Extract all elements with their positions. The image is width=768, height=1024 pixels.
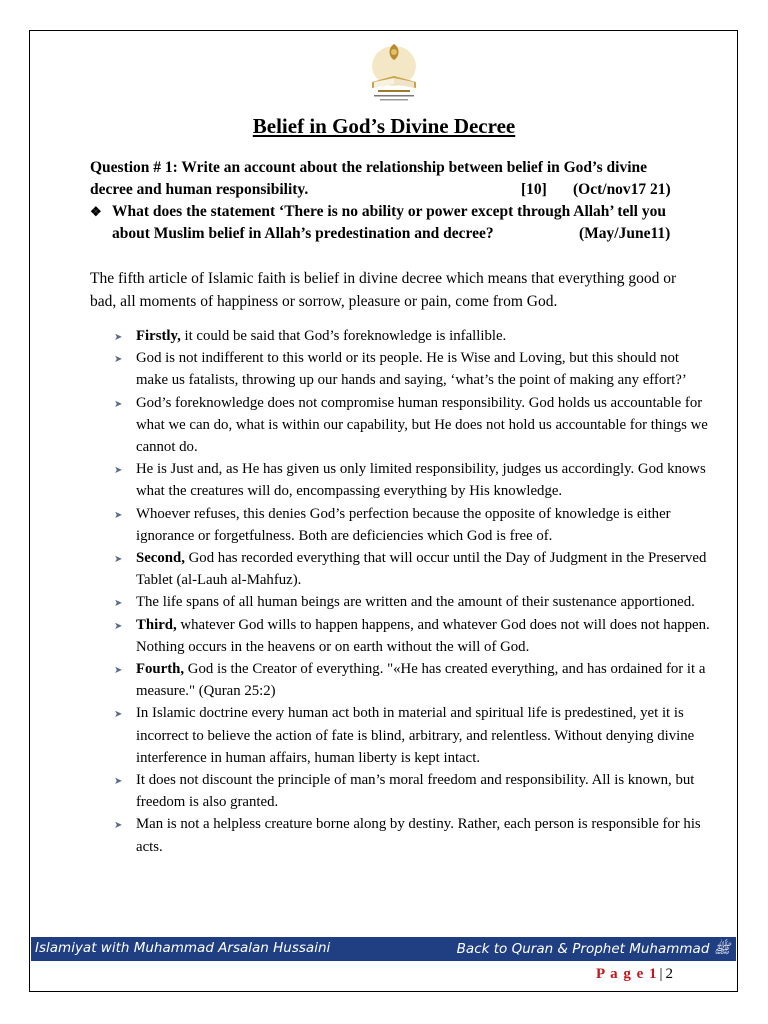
list-bullet-icon: ➤ [114, 554, 123, 566]
list-item-lead: Firstly, [136, 328, 181, 344]
list-item-text: In Islamic doctrine every human act both in material and spiritual life is predestined, yet it is incorrect to believe the action of fate is blind, arbitrary, and relentless. Without denying divine interference in human affairs, human liberty is kept intact. [136, 705, 695, 766]
list-item [114, 547, 714, 591]
page-number [596, 966, 673, 983]
list-item-text: Whoever refuses, this denies God’s perfection because the opposite of knowledge is either ignorance or forgetfulness. Both are deficiencies which God is free of. [136, 505, 671, 544]
question-marks: [10] [521, 181, 547, 198]
list-item-text: The life spans of all human beings are written and the amount of their sustenance apportioned. [136, 594, 695, 611]
question-reference-1: (Oct/nov17 21) [573, 181, 671, 198]
list-item-lead: Third, [136, 616, 177, 633]
quran-book-logo-icon [364, 38, 424, 104]
list-item-lead: Second, [136, 550, 185, 567]
page-separator: | [659, 966, 664, 982]
footer-bar [31, 937, 736, 961]
list-bullet-icon: ➤ [114, 354, 123, 366]
list-item [114, 614, 714, 658]
sub-question [90, 201, 710, 245]
list-bullet-icon: ➤ [114, 509, 123, 521]
intro-paragraph: The fifth article of Islamic faith is belief in divine decree which means that everything good or bad, all moments of happiness or sorrow, pleasure or pain, come from God. [90, 270, 677, 310]
question-line-2 [90, 179, 710, 201]
footer-right-text: Back to Quran & Prophet Muhammad ﷺ [456, 941, 730, 957]
question-reference-2: (May/June11) [579, 225, 671, 242]
list-item-text: whatever God wills to happen happens, and whatever God does not will does not happen. Nothing occurs in the heavens or on earth without the will of God. [136, 616, 710, 655]
page-label: P a g e [596, 966, 645, 982]
list-bullet-icon: ➤ [114, 820, 123, 832]
list-item [114, 503, 714, 547]
list-item-text: He is Just and, as He has given us only limited responsibility, judges us accordingly. God knows what the creatures will do, encompassing everything by His knowledge. [136, 461, 706, 500]
list-bullet-icon: ➤ [114, 620, 123, 632]
question-block [90, 157, 710, 245]
list-item-text: God’s foreknowledge does not compromise human responsibility. God holds us accountable for what we can do, what is within our capability, but He does not hold us accountable for things we cannot do. [136, 394, 708, 456]
list-item-text: It does not discount the principle of man’s moral freedom and responsibility. All is known, but freedom is also granted. [136, 772, 695, 811]
list-bullet-icon: ➤ [114, 332, 123, 343]
list-item [114, 347, 714, 391]
list-bullet-icon: ➤ [114, 665, 123, 677]
question-line-2-text: decree and human responsibility. [90, 181, 309, 198]
list-item [114, 458, 714, 502]
list-item-text: God is not indifferent to this world or its people. He is Wise and Loving, but this should not make us fatalists, throwing up our hands and saying, ‘what’s the point of making any effort?’ [136, 350, 687, 389]
list-item-text: it could be said that God’s foreknowledge is infallible. [180, 328, 507, 344]
points-list [114, 325, 714, 858]
list-item [114, 591, 714, 613]
list-bullet-icon: ➤ [114, 598, 123, 610]
footer-left-text: Islamiyat with Muhammad Arsalan Hussaini [35, 940, 331, 956]
list-bullet-icon: ➤ [114, 776, 123, 788]
list-item [114, 325, 714, 347]
list-bullet-icon: ➤ [114, 709, 123, 721]
list-item-lead: Fourth, [136, 661, 185, 678]
sub-question-line-2: about Muslim belief in Allah’s predestination and decree? [112, 225, 494, 242]
list-item [114, 769, 714, 813]
page-total: 2 [665, 966, 674, 982]
list-item [114, 658, 714, 702]
page-title: Belief in God’s Divine Decree [252, 114, 516, 138]
list-item [114, 702, 714, 769]
sub-question-line-1: What does the statement ‘There is no ability or power except through Allah’ tell you [112, 203, 666, 220]
list-bullet-icon: ➤ [114, 398, 123, 410]
list-item-text: God is the Creator of everything. "«He has created everything, and has ordained for it a measure." (Quran 25:2) [136, 661, 706, 700]
list-item-text: Man is not a helpless creature borne along by destiny. Rather, each person is responsible for his acts. [136, 816, 701, 855]
page-current: 1 [649, 966, 658, 982]
list-item [114, 392, 714, 459]
list-item-text: God has recorded everything that will occur until the Day of Judgment in the Preserved Tablet (al-Lauh al-Mahfuz). [136, 550, 707, 589]
list-item [114, 813, 714, 857]
question-line-1: Question # 1: Write an account about the relationship between belief in God’s divine [90, 159, 648, 176]
list-bullet-icon: ➤ [114, 465, 123, 477]
diamond-bullet-icon: ❖ [90, 204, 102, 219]
